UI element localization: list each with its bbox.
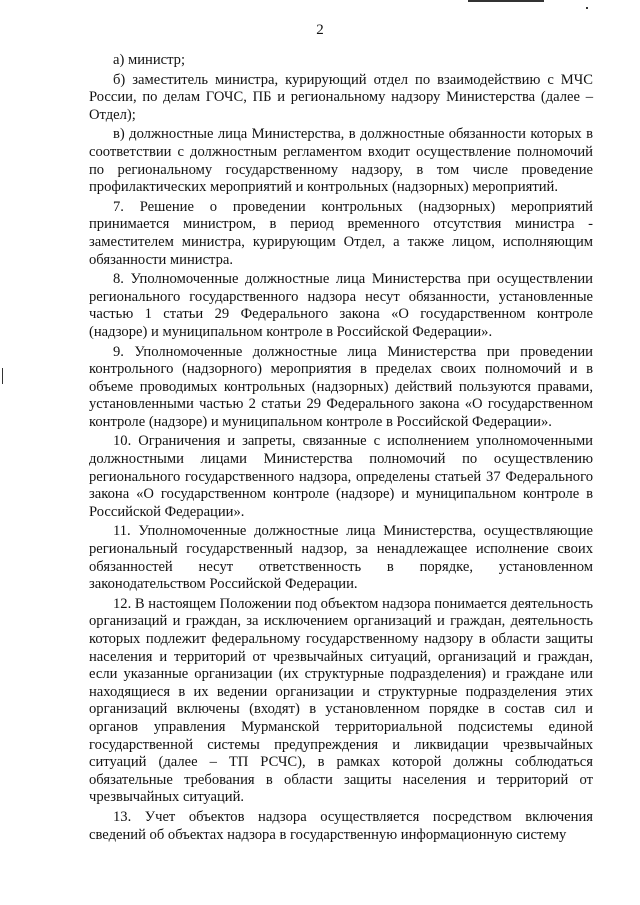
document-body xyxy=(89,52,593,846)
paragraph-12: 12. В настоящем Положении под объектом надзора понимается деятельность организаций и граждан, за исключением организаций и граждан, деятельность которых подлежит федеральному государственному надзору в области защиты населения и территорий от чрезвычайных ситуаций, организаций и граждан, если указанные организации (их структурные подразделения) и граждане или находящиеся в их ведении организации и структурные подразделения этих организаций включены (входят) в установленном порядке в состав сил и органов управления Мурманской территориальной подсистемы единой государственной системы предупреждения и ликвидации чрезвычайных ситуаций (далее – ТП РСЧС), в рамках которой должны соблюдаться обязательные требования в области защиты населения и территорий от чрезвычайных ситуаций. xyxy=(89,595,593,806)
scan-artifact-top-line xyxy=(468,0,544,2)
scan-artifact-top-dot xyxy=(586,7,588,9)
paragraph-10: 10. Ограничения и запреты, связанные с исполнением уполномоченными должностными лицами Министерства полномочий по осуществлению регионального государственного надзора, определены статьей 37 Федерального закона «О государственном контроле (надзоре) и муниципальном контроле в Российской Федерации». xyxy=(89,433,593,520)
paragraph-item-b: б) заместитель министра, курирующий отдел по взаимодействию с МЧС России, по делам ГОЧС, ПБ и региональному надзору Министерства (далее – Отдел); xyxy=(89,71,593,123)
paragraph-13: 13. Учет объектов надзора осуществляется посредством включения сведений об объектах надзора в государственную информационную систему xyxy=(89,808,593,843)
paragraph-9: 9. Уполномоченные должностные лица Министерства при проведении контрольного (надзорного) мероприятия в пределах своих полномочий и в объеме проводимых контрольных (надзорных) действий пользуются правами, установленными частью 2 статьи 29 Федерального закона «О государственном контроле (надзоре) и муниципальном контроле в Российской Федерации». xyxy=(89,343,593,430)
paragraph-item-v: в) должностные лица Министерства, в должностные обязанности которых в соответствии с должностным регламентом входит осуществление полномочий по региональному государственному надзору, в том числе проведение профилактических мероприятий и контрольных (надзорных) мероприятий. xyxy=(89,126,593,196)
paragraph-8: 8. Уполномоченные должностные лица Министерства при осуществлении регионального государственного надзора несут обязанности, установленные частью 1 статьи 29 Федерального закона «О государственном контроле (надзоре) и муниципальном контроле в Российской Федерации». xyxy=(89,271,593,340)
paragraph-7: 7. Решение о проведении контрольных (надзорных) мероприятий принимается министром, в период временного отсутствия министра - заместителем министра, курирующим Отдел, а также лицом, исполняющим обязанности министра. xyxy=(89,198,593,268)
page-number: 2 xyxy=(316,22,324,38)
paragraph-11: 11. Уполномоченные должностные лица Министерства, осуществляющие региональный государственный надзор, за ненадлежащее исполнение своих обязанностей несут ответственность в порядке, установленном законодательством Российской Федерации. xyxy=(89,523,593,593)
paragraph-item-a: а) министр; xyxy=(113,52,186,68)
scan-artifact-left-mark xyxy=(2,368,3,384)
